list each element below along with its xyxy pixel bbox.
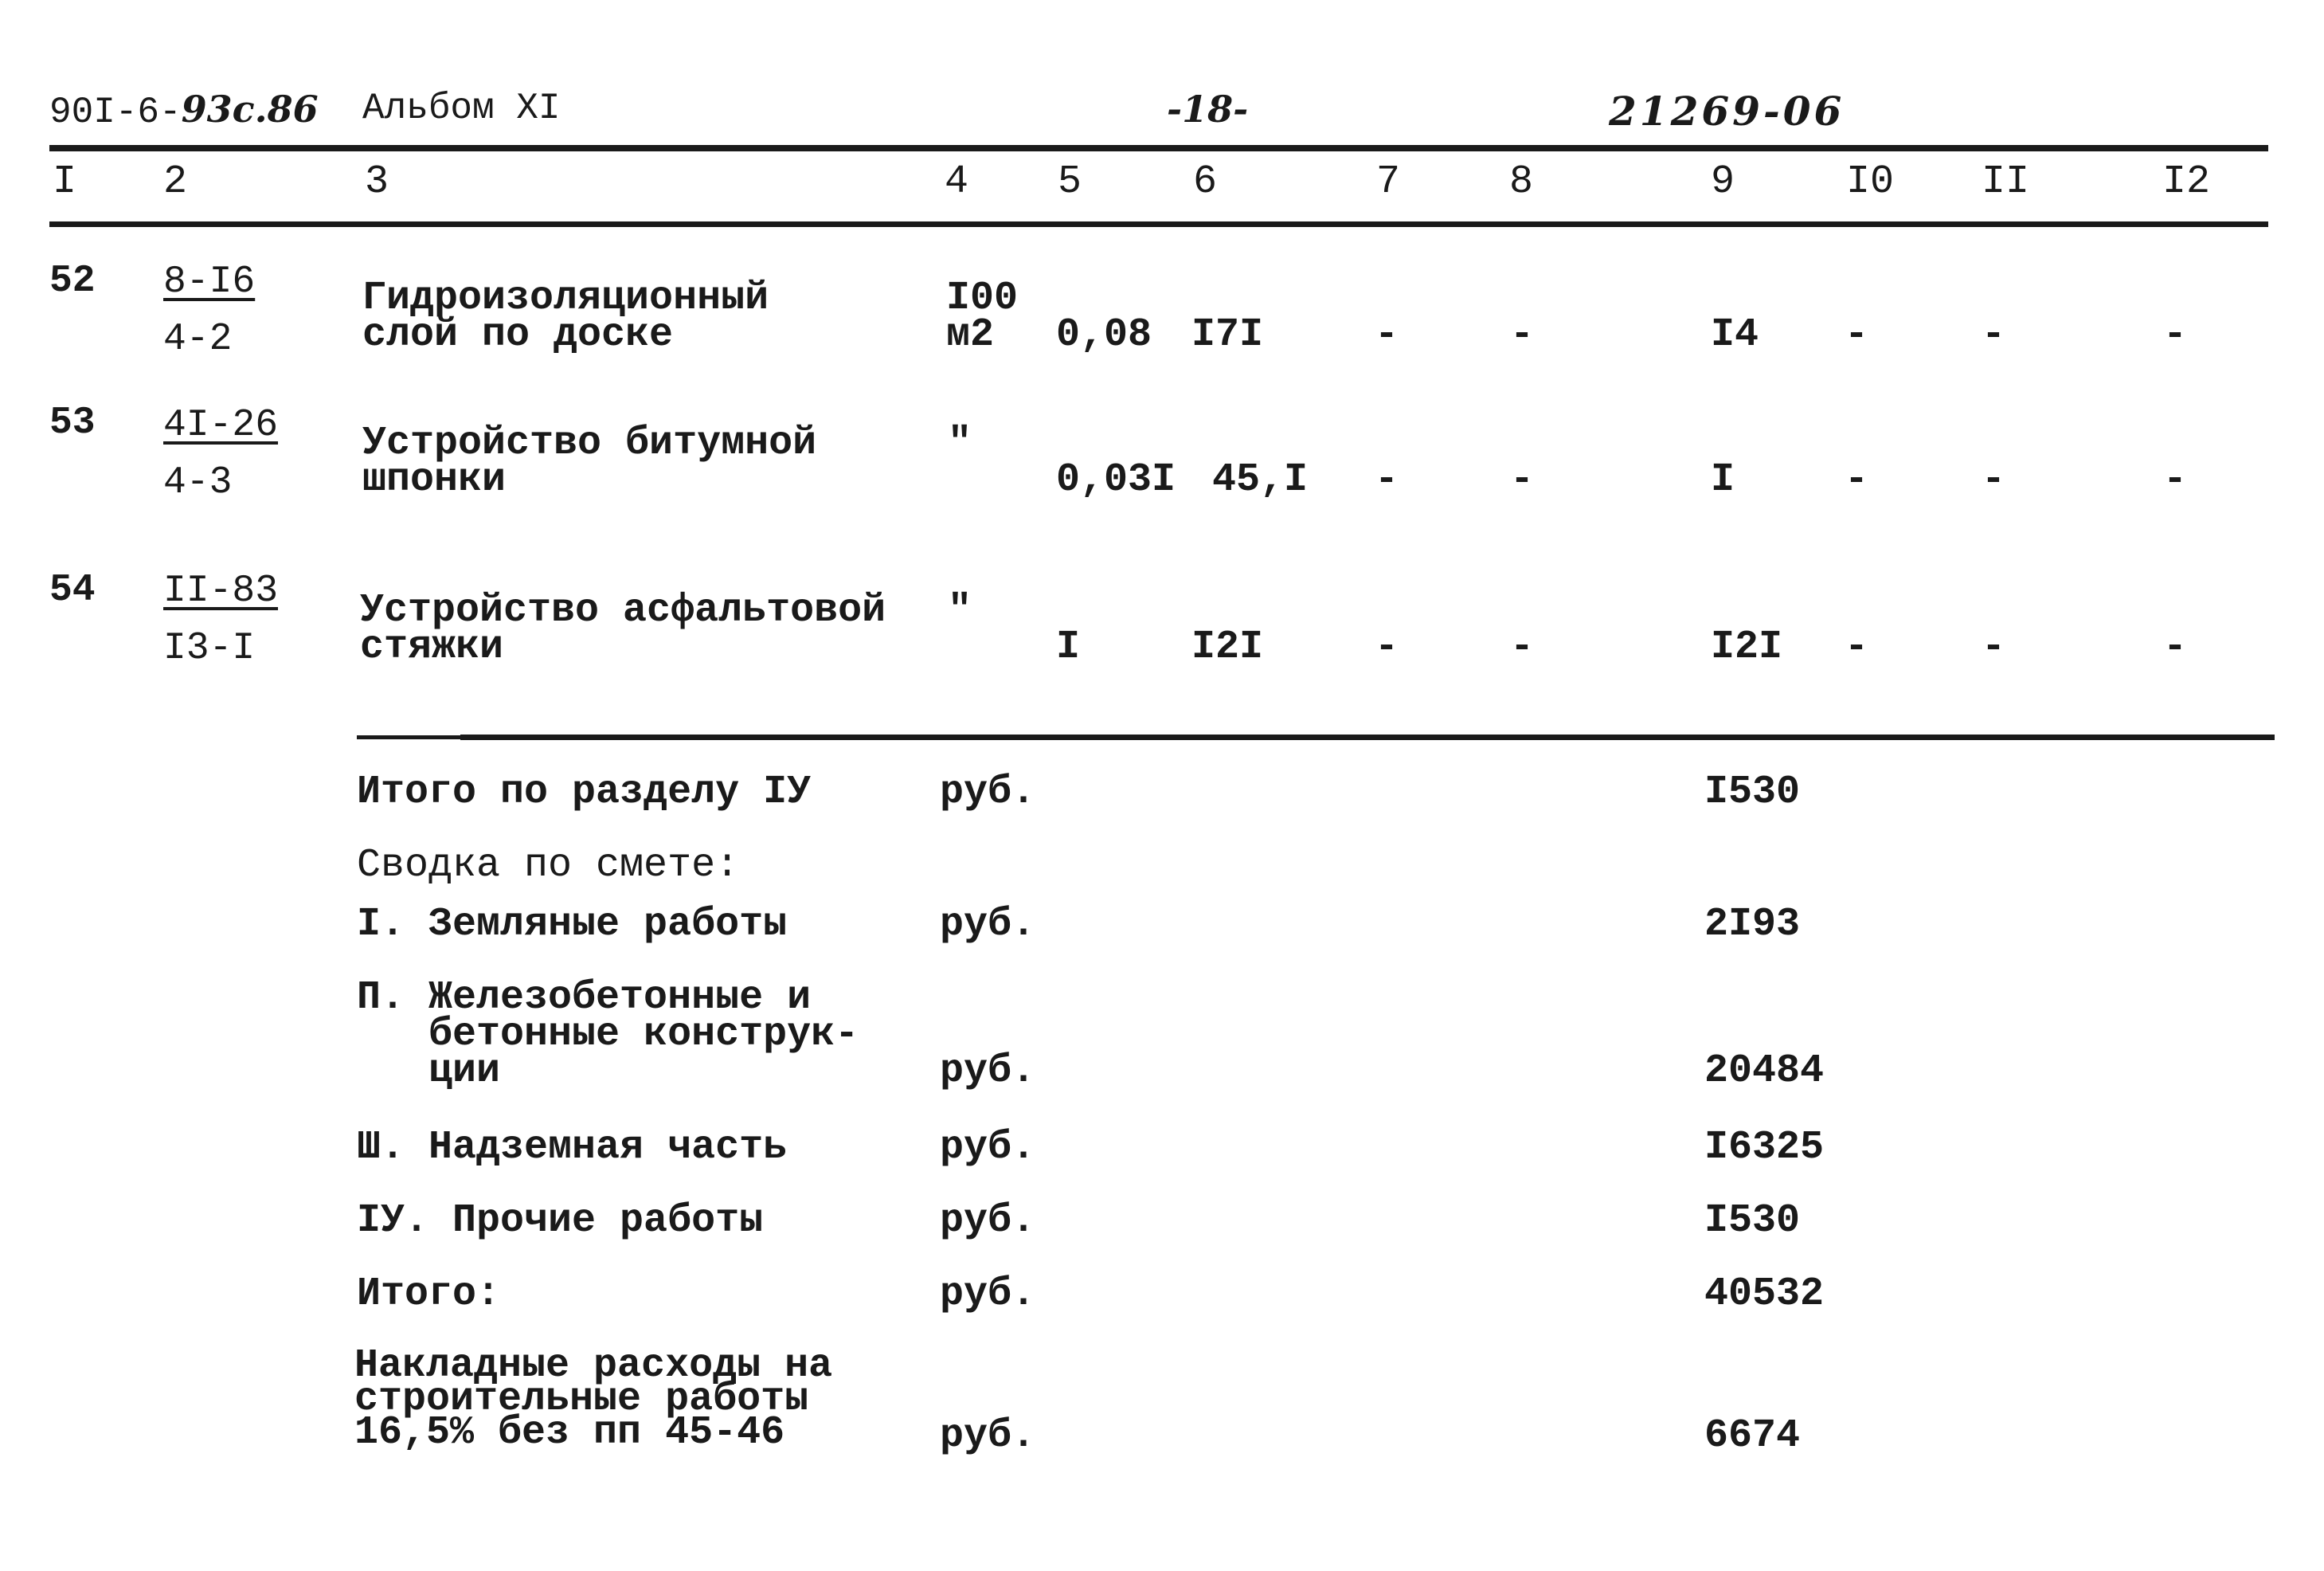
doc-number: 21269-06 — [1609, 88, 1845, 135]
work-description-line: Гидроизоляционный — [362, 276, 769, 321]
section-total-label: Итого по разделу IУ — [357, 770, 812, 815]
summary-item-unit: руб. — [940, 1198, 1036, 1244]
row-number: 54 — [49, 569, 96, 612]
work-description — [360, 588, 886, 670]
col11-value: - — [1982, 312, 2006, 358]
summary-item-label: I. Земляные работы — [357, 902, 788, 947]
summary-item-value: 2I93 — [1704, 902, 1801, 947]
summary-item-label-line: ции — [357, 1048, 501, 1094]
summary-item-unit: руб. — [940, 1048, 1036, 1094]
work-description-line: стяжки — [360, 625, 504, 670]
summary-item-label: Итого: — [357, 1271, 501, 1317]
norm-code — [163, 397, 278, 511]
quantity: 0,08 — [1056, 312, 1152, 358]
norm-code-top: II-83 — [163, 570, 279, 613]
total-cost: I4 — [1711, 312, 1759, 358]
summary-item-value: 20484 — [1704, 1048, 1825, 1094]
column-number: I0 — [1846, 159, 1895, 205]
column-number: 6 — [1193, 159, 1218, 205]
work-description — [362, 276, 769, 358]
column-number: 3 — [365, 159, 389, 205]
col7-value: - — [1375, 457, 1399, 503]
work-description-line: Устройство битумной — [362, 421, 817, 466]
column-number: I — [53, 159, 77, 205]
unit-price: I7I — [1191, 312, 1264, 358]
norm-code-bottom: 4-2 — [163, 318, 233, 361]
unit — [948, 421, 972, 466]
summary-item-value: I530 — [1704, 1198, 1801, 1244]
column-number: 2 — [163, 159, 188, 205]
summary-rule — [460, 735, 2275, 740]
column-number: 4 — [945, 159, 969, 205]
summary-item-label: IУ. Прочие работы — [357, 1198, 764, 1244]
page-number: -18- — [1167, 88, 1249, 131]
summary-item-label-line: Накладные расходы на — [354, 1343, 833, 1389]
col8-value: - — [1510, 457, 1535, 503]
section-total-value: I530 — [1704, 770, 1801, 815]
summary-item-label-line: строительные работы — [354, 1377, 809, 1422]
section-total-unit: руб. — [940, 770, 1036, 815]
col10-value: - — [1845, 457, 1869, 503]
summary-item-unit: руб. — [940, 1271, 1036, 1317]
norm-code — [163, 253, 255, 368]
column-number: II — [1982, 159, 2030, 205]
summary-item-unit: руб. — [940, 902, 1036, 947]
work-description-line: шпонки — [362, 457, 507, 503]
column-number: 7 — [1376, 159, 1401, 205]
table-top-rule — [49, 145, 2268, 151]
row-number: 53 — [49, 402, 96, 445]
unit-price: 45,I — [1212, 457, 1309, 503]
col10-value: - — [1845, 625, 1869, 670]
norm-code-top: 4I-26 — [163, 404, 279, 447]
col11-value: - — [1982, 457, 2006, 503]
summary-item-value: 6674 — [1704, 1413, 1801, 1459]
unit — [948, 588, 972, 633]
col12-value: - — [2163, 625, 2188, 670]
col10-value: - — [1845, 312, 1869, 358]
unit — [946, 276, 1019, 358]
doc-code-typed: 90I-6- — [49, 92, 182, 133]
album-label: Альбом XI — [362, 88, 561, 129]
doc-code — [49, 88, 319, 133]
col8-value: - — [1510, 312, 1535, 358]
quantity: I — [1056, 625, 1081, 670]
unit-line: " — [948, 588, 972, 633]
col8-value: - — [1510, 625, 1535, 670]
summary-item-unit: руб. — [940, 1413, 1036, 1459]
summary-item-value: 40532 — [1704, 1271, 1825, 1317]
unit-line: м2 — [946, 312, 995, 358]
summary-item-label-line: П. Железобетонные и — [357, 975, 812, 1021]
unit-line: " — [948, 421, 972, 466]
norm-code — [163, 562, 278, 677]
work-description-line: Устройство асфальтовой — [360, 588, 886, 633]
norm-code-bottom: I3-I — [163, 627, 256, 670]
summary-item-label — [354, 1343, 833, 1455]
norm-code-bottom: 4-3 — [163, 461, 233, 504]
column-number: 5 — [1058, 159, 1082, 205]
total-cost: I2I — [1711, 625, 1783, 670]
column-number: 9 — [1711, 159, 1735, 205]
col11-value: - — [1982, 625, 2006, 670]
column-number: 8 — [1509, 159, 1534, 205]
table-header-rule — [49, 221, 2268, 227]
summary-item-label — [357, 975, 859, 1094]
summary-item-value: I6325 — [1704, 1125, 1825, 1170]
doc-code-handwritten: 93с.86 — [181, 88, 319, 131]
summary-item-label-line: бетонные конструк- — [357, 1012, 859, 1057]
summary-item-label-line: 16,5% без пп 45-46 — [354, 1410, 785, 1455]
column-number: I2 — [2162, 159, 2211, 205]
norm-code-top: 8-I6 — [163, 261, 256, 304]
summary-item-unit: руб. — [940, 1125, 1036, 1170]
summary-rule-short — [357, 735, 460, 739]
summary-item-label: Ш. Надземная часть — [357, 1125, 788, 1170]
col12-value: - — [2163, 457, 2188, 503]
col7-value: - — [1375, 312, 1399, 358]
work-description-line: слой по доске — [362, 312, 674, 358]
col12-value: - — [2163, 312, 2188, 358]
row-number: 52 — [49, 260, 96, 303]
svodka-heading: Сводка по смете: — [357, 843, 740, 888]
work-description — [362, 421, 817, 503]
col7-value: - — [1375, 625, 1399, 670]
unit-line: I00 — [946, 276, 1019, 321]
unit-price: I2I — [1191, 625, 1264, 670]
total-cost: I — [1711, 457, 1735, 503]
quantity: 0,03I — [1056, 457, 1176, 503]
